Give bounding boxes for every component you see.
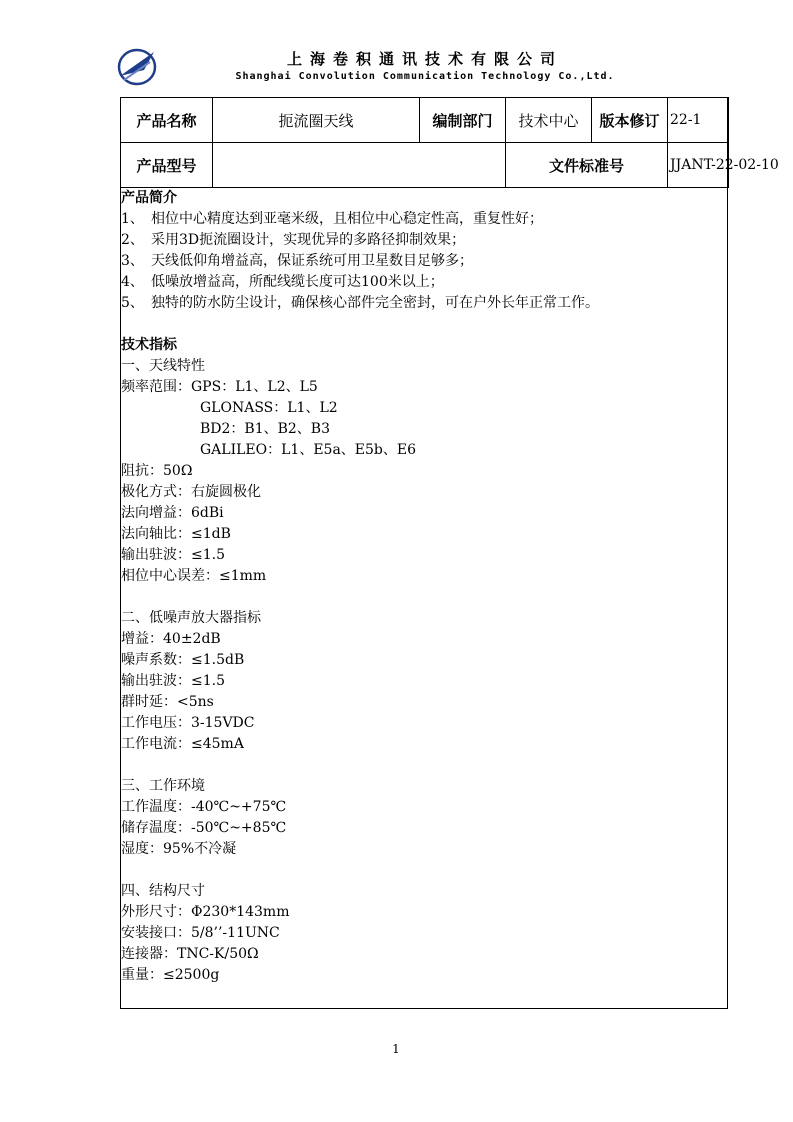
- mount-interface: 安装接口：5/8’’-11UNC: [121, 925, 280, 941]
- list-number: 5、: [121, 295, 144, 311]
- antenna-heading: 一、天线特性: [121, 358, 205, 374]
- list-text: 相位中心精度达到亚毫米级，且相位中心稳定性高，重复性好；: [151, 211, 543, 227]
- product-model-value: [213, 143, 506, 188]
- intro-item-4: [121, 272, 721, 293]
- antenna-vswr: 输出驻波：≤1.5: [121, 547, 225, 563]
- company-logo-icon: [116, 46, 158, 88]
- list-number: 4、: [121, 274, 144, 290]
- intro-item-5: [121, 293, 721, 314]
- weight: 重量：≤2500g: [121, 967, 220, 983]
- freq-galileo: GALILEO：L1、E5a、E5b、E6: [200, 442, 417, 458]
- company-name-cn: 上海卷积通讯技术有限公司: [286, 50, 563, 68]
- product-model-label: 产品型号: [121, 143, 213, 188]
- revision-value: 22-1: [668, 98, 729, 143]
- product-name-value: 扼流圈天线: [213, 98, 420, 143]
- storage-temp: 储存温度：-50℃~+85℃: [121, 820, 287, 836]
- lna-gain: 增益：40±2dB: [121, 631, 221, 647]
- company-name-en: Shanghai Convolution Communication Technology Co.,Ltd.: [235, 71, 615, 82]
- table-row: [121, 143, 729, 188]
- revision-label: 版本修订: [592, 98, 668, 143]
- list-number: 3、: [121, 253, 144, 269]
- intro-item-1: [121, 209, 721, 230]
- product-info-table: [120, 97, 779, 188]
- specs-title: 技术指标: [121, 337, 177, 353]
- document-body: [121, 188, 721, 986]
- doc-std-label: 文件标准号: [506, 143, 668, 188]
- list-text: 独特的防水防尘设计，确保核心部件完全密封，可在户外长年正常工作。: [151, 295, 599, 311]
- dept-value: 技术中心: [506, 98, 592, 143]
- freq-bd2: BD2：B1、B2、B3: [200, 421, 331, 437]
- environment-heading: 三、工作环境: [121, 778, 205, 794]
- list-text: 采用3D扼流圈设计，实现优异的多路径抑制效果；: [151, 232, 466, 248]
- antenna-gain: 法向增益：6dBi: [121, 505, 224, 521]
- list-number: 2、: [121, 232, 144, 248]
- table-row: [121, 98, 729, 143]
- impedance: 阻抗：50Ω: [121, 463, 193, 479]
- lna-vswr: 输出驻波：≤1.5: [121, 673, 225, 689]
- group-delay: 群时延：<5ns: [121, 694, 214, 710]
- doc-std-value: JJANT-22-02-10: [668, 143, 729, 188]
- operating-temp: 工作温度：-40℃~+75℃: [121, 799, 287, 815]
- dimensions: 外形尺寸：Φ230*143mm: [121, 904, 290, 920]
- freq-glonass: GLONASS：L1、L2: [200, 400, 338, 416]
- intro-title: 产品简介: [121, 190, 177, 206]
- page-number: 1: [392, 1042, 400, 1056]
- intro-item-2: [121, 230, 721, 251]
- humidity: 湿度：95%不冷凝: [121, 841, 237, 857]
- lna-heading: 二、低噪声放大器指标: [121, 610, 261, 626]
- list-number: 1、: [121, 211, 144, 227]
- dept-label: 编制部门: [420, 98, 506, 143]
- freq-range: 频率范围：GPS：L1、L2、L5: [121, 379, 318, 395]
- working-current: 工作电流：≤45mA: [121, 736, 244, 752]
- intro-item-3: [121, 251, 721, 272]
- axial-ratio: 法向轴比：≤1dB: [121, 526, 231, 542]
- working-voltage: 工作电压：3-15VDC: [121, 715, 255, 731]
- phase-center-error: 相位中心误差：≤1mm: [121, 568, 267, 584]
- list-text: 天线低仰角增益高，保证系统可用卫星数目足够多；: [151, 253, 473, 269]
- connector: 连接器：TNC-K/50Ω: [121, 946, 259, 962]
- noise-figure: 噪声系数：≤1.5dB: [121, 652, 245, 668]
- structure-heading: 四、结构尺寸: [121, 883, 205, 899]
- polarization: 极化方式：右旋圆极化: [121, 484, 261, 500]
- list-text: 低噪放增益高，所配线缆长度可达100米以上；: [151, 274, 444, 290]
- product-name-label: 产品名称: [121, 98, 213, 143]
